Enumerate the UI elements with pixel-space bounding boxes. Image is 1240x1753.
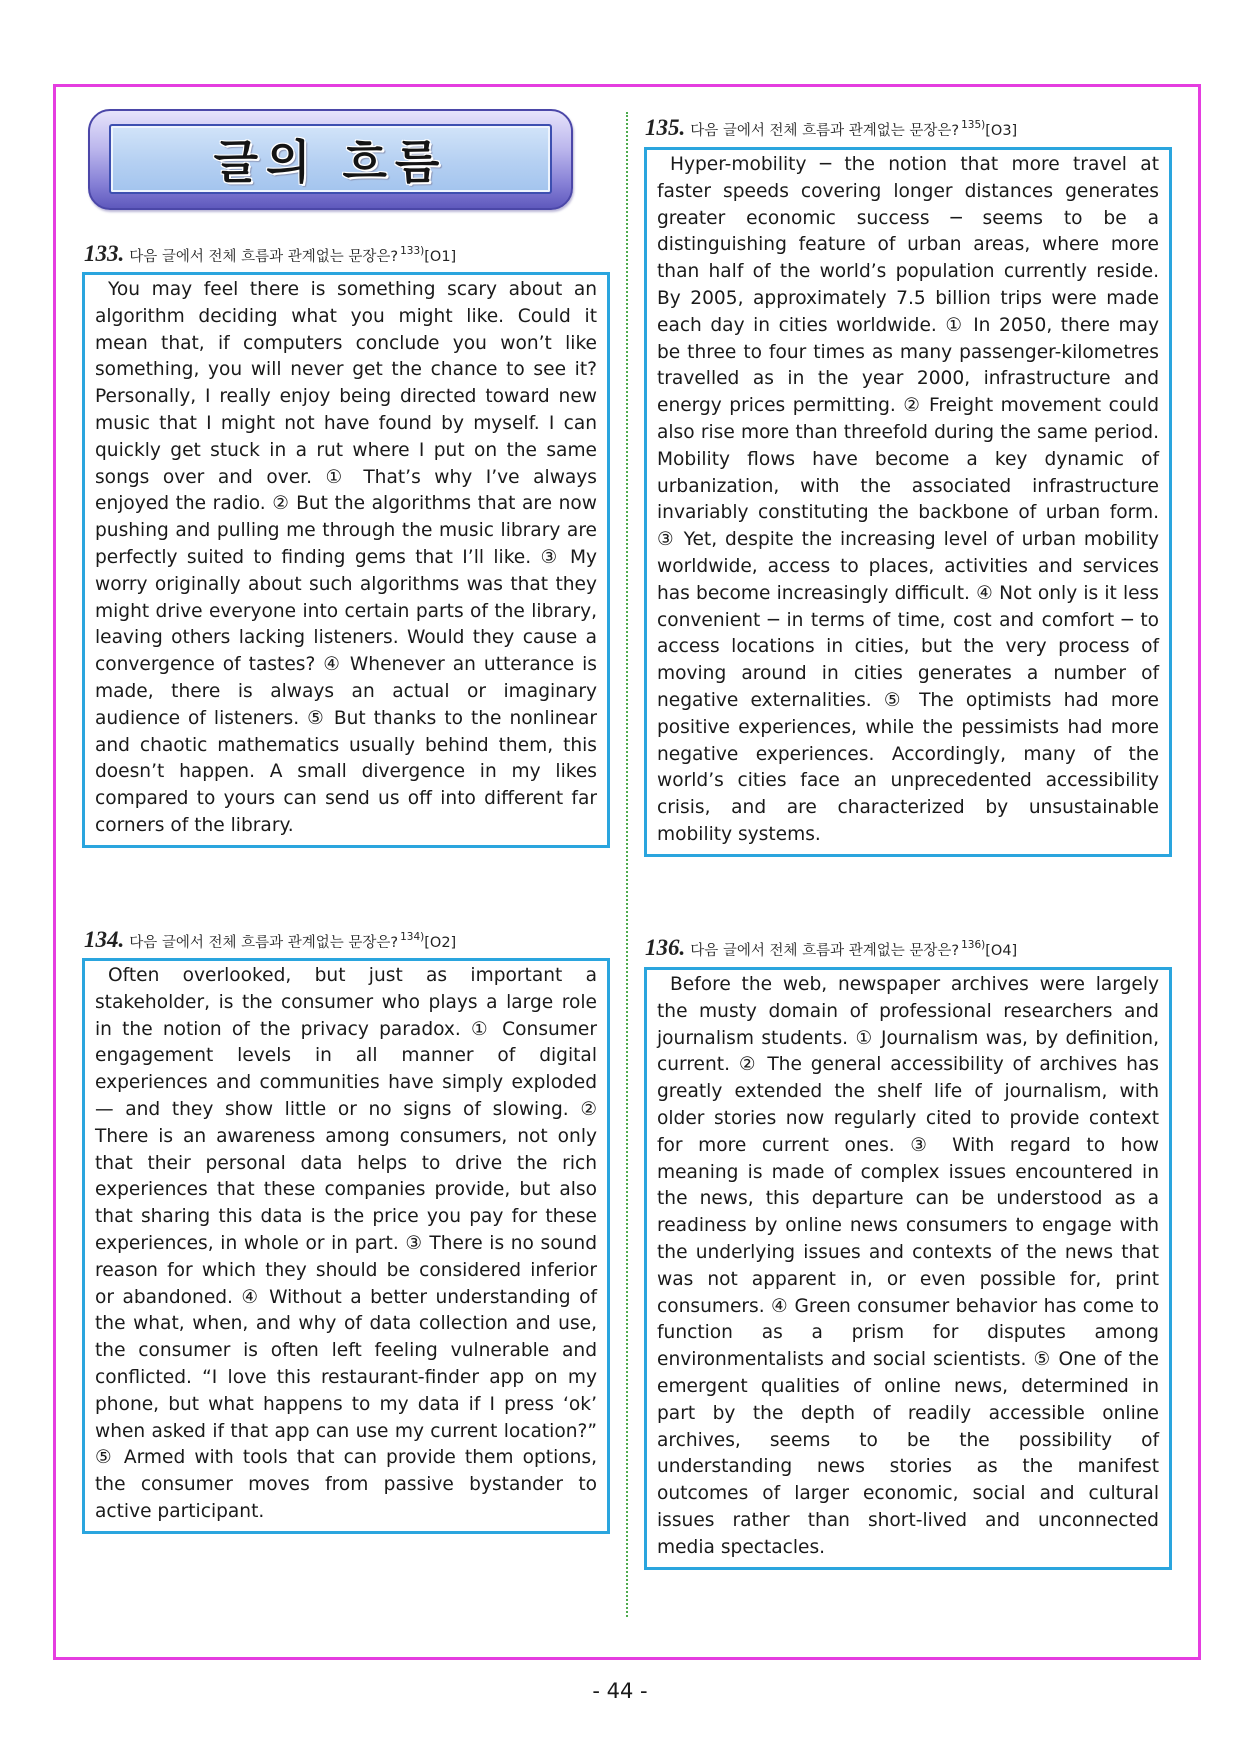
passage-box-135 [644, 147, 1172, 857]
question-header-135 [645, 115, 1017, 143]
question-header-133 [84, 241, 456, 269]
passage-text: Before the web, newspaper archives were largely the musty domain of professional researchers and journalism students. ① Journalism was, by definition, current. ② The general accessibility of archives has greatly extended the shelf life of journalism, with older stories now regularly cited to provide context for more current ones. ③ With regard to how meaning is made of complex issues encountered in the news, this departure can be understood as a readiness by online news consumers to engage with the underlying issues and contexts of the news that was not apparent in, or even possible for, print consumers. ④ Green consumer behavior has come to function as a prism for disputes among environmentalists and social scientists. ⑤ One of the emergent qualities of online news, determined in part by the depth of readily accessible online archives, seems to be the possibility of understanding news stories as the manifest outcomes of larger economic, social and cultural issues rather than short-lived and unconnected media spectacles. [657, 974, 1159, 1558]
passage-text: Often overlooked, but just as important a stakeholder, is the consumer who plays a large role in the notion of the privacy paradox. ① Consumer engagement levels in all manner of digital experiences and communities have simply exploded — and they show little or no signs of slowing. ② There is an awareness among consumers, not only that their personal data helps to drive the rich experiences that these companies provide, but also that sharing this data is the price you pay for these experiences, in whole or in part. ③ There is no sound reason for which they should be considered inferior or abandoned. ④ Without a better understanding of the what, when, and why of data collection and use, the consumer is often left feeling vulnerable and conflicted. “I love this restaurant-finder app on my phone, but what happens to my data if I press ‘ok’ when asked if that app can use my current location?” ⑤ Armed with tools that can provide them options, the consumer moves from passive bystander to active participant. [95, 965, 597, 1522]
question-header-136 [645, 935, 1017, 963]
question-instruction: 다음 글에서 전체 흐름과 관계없는 문장은? [129, 935, 399, 951]
question-footnote: 135) [961, 119, 986, 131]
page-number: - 44 - [592, 1679, 648, 1703]
question-number: 135. [645, 115, 686, 140]
passage-text: You may feel there is something scary about an algorithm deciding what you might like. Could it mean that, if computers conclude you won’t like something, you will never get the chance to see it? Personally, I really enjoy being directed toward new music that I might not have found by myself. I can quickly get stuck in a rut where I put on the same songs over and over. ① That’s why I’ve always enjoyed the radio. ② But the algorithms that are now pushing and pulling me through the music library are perfectly suited to finding gems that I’ll like. ③ My worry originally about such algorithms was that they might drive everyone into certain parts of the library, leaving others lacking listeners. Would they cause a convergence of tastes? ④ Whenever an utterance is made, there is always an actual or imaginary audience of listeners. ⑤ But thanks to the nonlinear and chaotic mathematics usually behind them, this doesn’t happen. A small divergence in my likes compared to yours can send us off into different far corners of the library. [95, 279, 597, 836]
section-title-badge [88, 109, 573, 210]
question-instruction: 다음 글에서 전체 흐름과 관계없는 문장은? [690, 943, 960, 959]
passage-box-133 [82, 272, 610, 848]
section-title: 글의 흐름 [213, 135, 448, 189]
section-title-panel [109, 124, 552, 194]
question-code: [O2] [424, 935, 457, 951]
question-header-134 [84, 927, 456, 955]
question-number: 133. [84, 241, 125, 266]
question-code: [O4] [985, 943, 1018, 959]
question-instruction: 다음 글에서 전체 흐름과 관계없는 문장은? [690, 123, 960, 139]
passage-box-134 [82, 958, 610, 1534]
question-instruction: 다음 글에서 전체 흐름과 관계없는 문장은? [129, 249, 399, 265]
column-divider [626, 112, 628, 1617]
question-footnote: 134) [400, 931, 425, 943]
question-footnote: 133) [400, 245, 425, 257]
question-number: 134. [84, 927, 125, 952]
question-number: 136. [645, 935, 686, 960]
passage-text: Hyper-mobility ─ the notion that more travel at faster speeds covering longer distances generates greater economic success ─ seems to be a distinguishing feature of urban areas, where more than half of the world’s population currently reside. By 2005, approximately 7.5 billion trips were made each day in cities worldwide. ① In 2050, there may be three to four times as many passenger-kilometres travelled as in the year 2000, infrastructure and energy prices permitting. ② Freight movement could also rise more than threefold during the same period. Mobility flows have become a key dynamic of urbanization, with the associated infrastructure invariably constituting the backbone of urban form. ③ Yet, despite the increasing level of urban mobility worldwide, access to places, activities and services has become increasingly difficult. ④ Not only is it less convenient ─ in terms of time, cost and comfort ─ to access locations in cities, but the very process of moving around in cities generates a number of negative externalities. ⑤ The optimists had more positive experiences, while the pessimists had more negative experiences. Accordingly, many of the world’s cities face an unprecedented accessibility crisis, and are characterized by unsustainable mobility systems. [657, 154, 1159, 845]
passage-box-136 [644, 967, 1172, 1570]
question-code: [O3] [985, 123, 1018, 139]
question-footnote: 136) [961, 939, 986, 951]
question-code: [O1] [424, 249, 457, 265]
